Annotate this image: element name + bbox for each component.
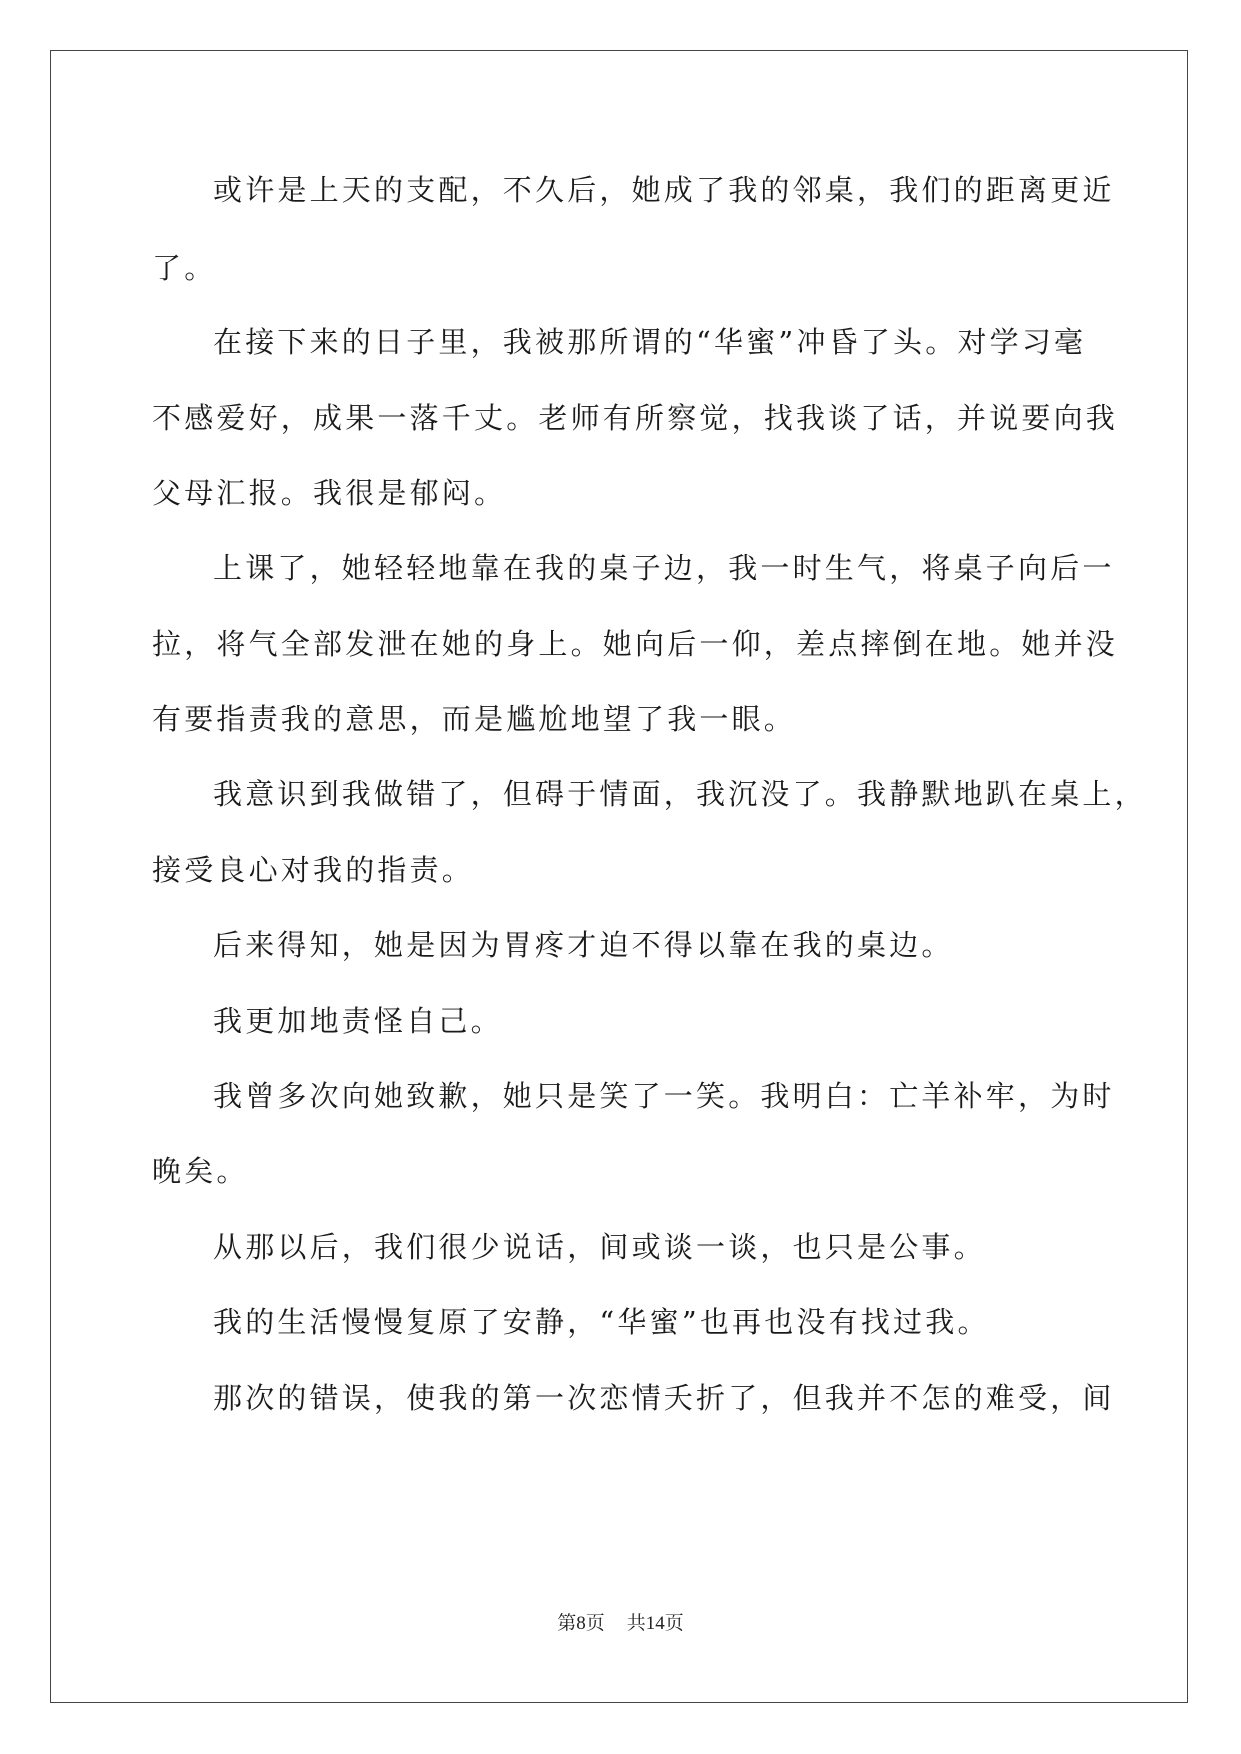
paragraph-line: 在接下来的日子里，我被那所谓的“华蜜”冲昏了头。对学习毫 [213,325,1087,359]
paragraph-line: 后来得知，她是因为胃疼才迫不得以靠在我的桌边。 [213,928,954,962]
page-number: 第8页 [557,1613,605,1634]
paragraph-line: 那次的错误，使我的第一次恋情夭折了，但我并不怎的难受，间 [213,1381,1115,1415]
paragraph-line: 我曾多次向她致歉，她只是笑了一笑。我明白：亡羊补牢，为时 [213,1079,1115,1113]
paragraph-line: 有要指责我的意思，而是尴尬地望了我一眼。 [152,702,797,736]
paragraph-line: 晚矣。 [152,1154,249,1188]
paragraph-line: 我意识到我做错了，但碍于情面，我沉没了。我静默地趴在桌上， [213,777,1147,811]
paragraph-line: 不感爱好，成果一落千丈。老师有所察觉，找我谈了话，并说要向我 [152,401,1119,435]
paragraph-line: 我更加地责怪自己。 [213,1004,503,1038]
paragraph-line: 或许是上天的支配，不久后，她成了我的邻桌，我们的距离更近 [213,173,1115,207]
paragraph-line: 父母汇报。我很是郁闷。 [152,476,507,510]
page-total: 共14页 [626,1613,684,1634]
page-footer [0,1612,1241,1636]
paragraph-line: 接受良心对我的指责。 [152,853,475,887]
paragraph-line: 我的生活慢慢复原了安静，“华蜜”也再也没有找过我。 [213,1305,990,1339]
paragraph-line: 拉，将气全部发泄在她的身上。她向后一仰，差点摔倒在地。她并没 [152,627,1119,661]
paragraph-line: 从那以后，我们很少说话，间或谈一谈，也只是公事。 [213,1230,986,1264]
paragraph-line: 上课了，她轻轻地靠在我的桌子边，我一时生气，将桌子向后一 [213,551,1115,585]
paragraph-line: 了。 [152,251,217,285]
